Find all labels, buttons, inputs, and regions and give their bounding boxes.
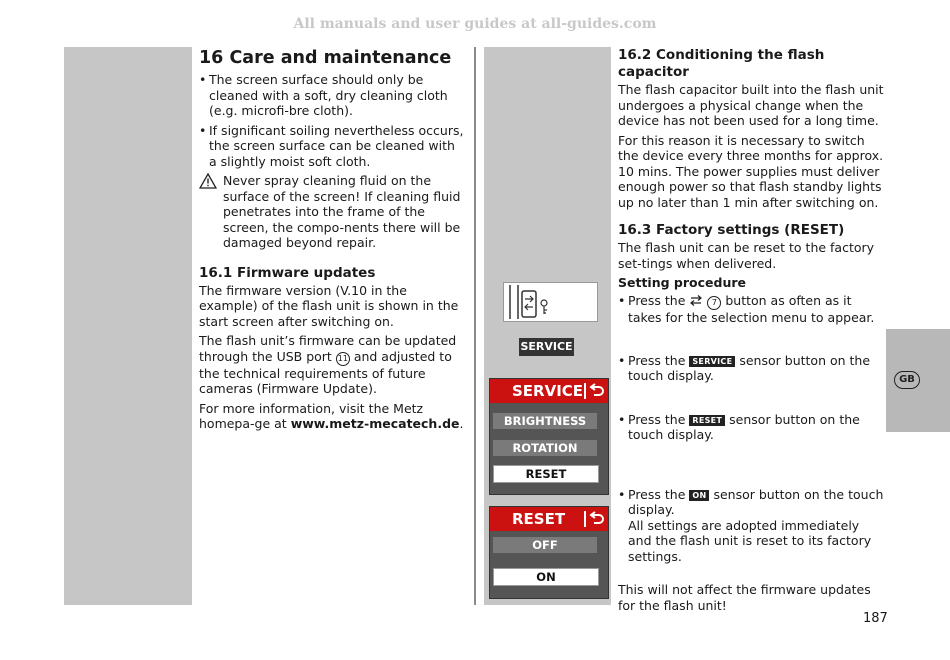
menu-item-rotation[interactable]: ROTATION bbox=[493, 440, 597, 456]
flash-unit-button-illustration bbox=[503, 282, 598, 322]
menu-item-on[interactable]: ON bbox=[493, 568, 599, 586]
conditioning-paragraph: The flash capacitor built into the flash unit undergoes a physical change when the device has not been used for a long time. bbox=[618, 82, 884, 128]
firmware-paragraph-homepage: For more information, visit the Metz homepa-ge at www.metz-mecatech.de. bbox=[199, 400, 464, 431]
procedure-heading: Setting procedure bbox=[618, 275, 746, 290]
menu-item-brightness[interactable]: BRIGHTNESS bbox=[493, 413, 597, 429]
column-divider bbox=[474, 47, 476, 605]
firmware-heading: 16.1 Firmware updates bbox=[199, 264, 376, 281]
menu-item-reset[interactable]: RESET bbox=[493, 465, 599, 483]
conditioning-heading: 16.2 Conditioning the flash capacitor bbox=[618, 47, 825, 80]
homepage-link[interactable]: www.metz-mecatech.de bbox=[290, 416, 460, 431]
section-title: 16 Care and maintenance bbox=[199, 48, 452, 68]
reset-paragraph: The flash unit can be reset to the factory set-tings when delivered. bbox=[618, 240, 875, 271]
service-chip-label: SERVICE bbox=[689, 356, 735, 367]
bullet-item: • If significant soiling nevertheless occurs, the screen surface can be cleaned with a slightly moist soft cloth. bbox=[199, 123, 465, 170]
conditioning-paragraph: For this reason it is necessary to switch the device every three months for approx. bbox=[618, 132, 884, 163]
service-menu-screen bbox=[489, 378, 609, 495]
firmware-paragraph: The firmware version (V.10 in the example) of the flash unit is shown in the start screen after switching on. bbox=[199, 282, 459, 329]
on-chip-label: ON bbox=[689, 490, 709, 501]
step-1: • Press the 7 button as often as it takes for the selection menu to appear. bbox=[618, 293, 886, 326]
watermark: All manuals and user guides at all-guides.com bbox=[293, 16, 657, 32]
swap-arrows-icon bbox=[689, 295, 703, 306]
reset-heading: 16.3 Factory settings (RESET) bbox=[618, 222, 845, 238]
firmware-paragraph-usb: The flash unit’s firmware can be updated through the USB port 11 and adjusted to the technical requirements of future cameras (Firmware Update). bbox=[199, 333, 457, 396]
right-column bbox=[618, 47, 886, 617]
menu-item-off[interactable]: OFF bbox=[493, 537, 597, 553]
left-column bbox=[199, 47, 465, 436]
back-arrow-icon[interactable] bbox=[587, 510, 605, 528]
screen-title: RESET bbox=[512, 510, 566, 528]
language-badge: GB bbox=[894, 371, 920, 389]
warning-text: Never spray cleaning fluid on the surface of the screen! If cleaning fluid penetrates into the frame of the screen, the compo-nents there will be damaged beyond repair. bbox=[223, 173, 461, 250]
screen-title: SERVICE bbox=[512, 382, 584, 400]
reset-menu-screen bbox=[489, 506, 609, 599]
screen-title-bar bbox=[490, 379, 608, 403]
screen-title-bar bbox=[490, 507, 608, 531]
reset-chip-label: RESET bbox=[689, 415, 725, 426]
warning-triangle-icon bbox=[199, 173, 217, 189]
back-arrow-icon[interactable] bbox=[587, 382, 605, 400]
flash-unit-side-icon bbox=[504, 283, 597, 321]
conditioning-paragraph: 10 mins. The power supplies must deliver enough power so that flash standby lights up no later than 1 min after switching on. bbox=[618, 163, 882, 210]
step-3: • Press the RESET sensor button on the touch display. bbox=[618, 412, 886, 443]
button-number-icon: 7 bbox=[707, 296, 721, 310]
page-number: 187 bbox=[863, 611, 888, 626]
step-4-result: All settings are adopted immediately and the flash unit is reset to its factory settings. bbox=[628, 517, 872, 564]
usb-port-number-icon: 11 bbox=[336, 352, 350, 366]
left-margin-band bbox=[64, 47, 192, 605]
firmware-note: This will not affect the firmware updates for the flash unit! bbox=[618, 582, 871, 613]
service-sensor-button[interactable]: SERVICE bbox=[519, 338, 574, 356]
warning-note bbox=[199, 173, 465, 251]
bullet-item: • The screen surface should only be cleaned with a soft, dry cleaning cloth (e.g. microfi-bre cloth). bbox=[199, 72, 465, 119]
step-4: • Press the ON sensor button on the touch display. All settings are adopted immediately and the flash unit is reset to its factory settings. bbox=[618, 487, 886, 565]
step-2: • Press the SERVICE sensor button on the touch display. bbox=[618, 353, 886, 384]
